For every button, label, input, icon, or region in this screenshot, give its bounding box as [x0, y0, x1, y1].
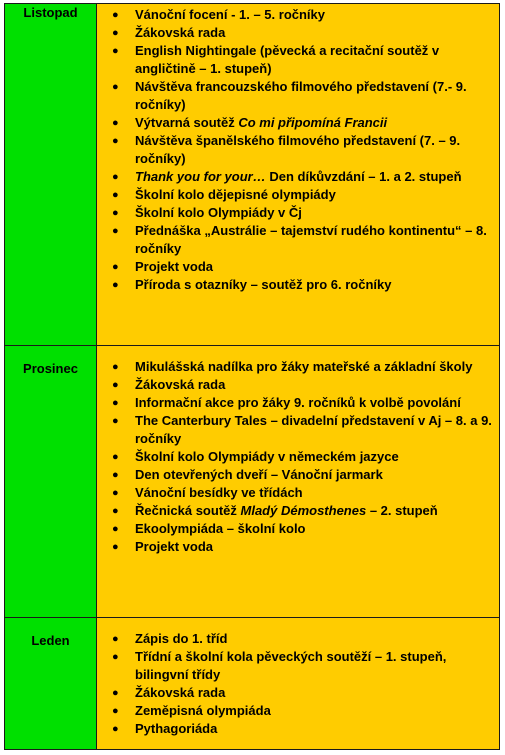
- event-item: [97, 358, 493, 376]
- month-label: Leden: [31, 633, 70, 648]
- event-text: Vánoční besídky ve třídách: [135, 485, 303, 500]
- bullet-icon: ●: [112, 451, 119, 463]
- event-item: [97, 394, 493, 412]
- bullet-icon: ●: [112, 225, 119, 237]
- bullet-icon: ●: [112, 361, 119, 373]
- event-list: [97, 630, 499, 738]
- bullet-icon: ●: [112, 469, 119, 481]
- event-item: [97, 720, 493, 738]
- bullet-icon: ●: [112, 487, 119, 499]
- event-text-italic: Mladý Démosthenes: [240, 503, 367, 518]
- event-text: Návštěva španělského filmového představení (7. – 9. ročníky): [135, 133, 461, 166]
- event-item: [97, 412, 493, 448]
- bullet-icon: ●: [112, 651, 119, 663]
- bullet-icon: ●: [112, 415, 119, 427]
- bullet-icon: ●: [112, 261, 119, 273]
- month-cell: [5, 346, 97, 618]
- event-text: Pythagoriáda: [135, 721, 218, 736]
- event-item: [97, 538, 493, 556]
- bullet-icon: ●: [112, 397, 119, 409]
- event-item: [97, 484, 493, 502]
- event-item: [97, 24, 493, 42]
- bullet-icon: ●: [112, 379, 119, 391]
- event-text: Výtvarná soutěž: [135, 115, 239, 130]
- event-item: [97, 702, 493, 720]
- month-label: Prosinec: [23, 361, 78, 376]
- event-item: [97, 648, 493, 684]
- event-item: [97, 258, 493, 276]
- bullet-icon: ●: [112, 279, 119, 291]
- event-item: [97, 520, 493, 538]
- bullet-icon: ●: [112, 135, 119, 147]
- event-text: – 2. stupeň: [366, 503, 438, 518]
- event-text: Školní kolo Olympiády v Čj: [135, 205, 302, 220]
- event-item: [97, 132, 493, 168]
- schedule-table-body: [5, 4, 500, 750]
- event-text: The Canterbury Tales – divadelní představení v Aj – 8. a 9. ročníky: [135, 413, 492, 446]
- month-cell: [5, 618, 97, 750]
- bullet-icon: ●: [112, 541, 119, 553]
- event-text: Zeměpisná olympiáda: [135, 703, 271, 718]
- events-cell: [97, 4, 500, 346]
- month-label: Listopad: [23, 5, 78, 20]
- bullet-icon: ●: [112, 117, 119, 129]
- bullet-icon: ●: [112, 705, 119, 717]
- event-item: [97, 466, 493, 484]
- bullet-icon: ●: [112, 207, 119, 219]
- event-item: [97, 204, 493, 222]
- month-row: [5, 346, 500, 618]
- bullet-icon: ●: [112, 687, 119, 699]
- event-text: Zápis do 1. tříd: [135, 631, 228, 646]
- event-text: Projekt voda: [135, 539, 214, 554]
- event-text: Žákovská rada: [135, 25, 226, 40]
- bullet-icon: ●: [112, 723, 119, 735]
- event-item: [97, 78, 493, 114]
- event-text: Školní kolo dějepisné olympiády: [135, 187, 336, 202]
- event-text: Projekt voda: [135, 259, 214, 274]
- event-text: Návštěva francouzského filmového představení (7.- 9. ročníky): [135, 79, 467, 112]
- bullet-icon: ●: [112, 505, 119, 517]
- month-row: [5, 4, 500, 346]
- bullet-icon: ●: [112, 81, 119, 93]
- schedule-table: [4, 3, 500, 750]
- event-item: [97, 448, 493, 466]
- event-text: Příroda s otazníky – soutěž pro 6. ročníky: [135, 277, 392, 292]
- event-item: [97, 168, 493, 186]
- event-item: [97, 376, 493, 394]
- event-text: Přednáška „Austrálie – tajemství rudého kontinentu“ – 8. ročníky: [135, 223, 487, 256]
- event-text-italic: Thank you for your…: [135, 169, 266, 184]
- event-item: [97, 630, 493, 648]
- bullet-icon: ●: [112, 171, 119, 183]
- event-text: English Nightingale (pěvecká a recitační soutěž v angličtině – 1. stupeň): [135, 43, 440, 76]
- bullet-icon: ●: [112, 27, 119, 39]
- event-item: [97, 502, 493, 520]
- event-item: [97, 222, 493, 258]
- event-item: [97, 276, 493, 294]
- month-cell: [5, 4, 97, 346]
- event-text: Mikulášská nadílka pro žáky mateřské a základní školy: [135, 359, 473, 374]
- events-cell: [97, 346, 500, 618]
- event-text: Ekoolympiáda – školní kolo: [135, 521, 306, 536]
- bullet-icon: ●: [112, 9, 119, 21]
- event-text: Informační akce pro žáky 9. ročníků k volbě povolání: [135, 395, 461, 410]
- event-text: Žákovská rada: [135, 685, 226, 700]
- event-text: Den otevřených dveří – Vánoční jarmark: [135, 467, 383, 482]
- event-list: [97, 6, 499, 294]
- event-text: Den díkůvzdání – 1. a 2. stupeň: [265, 169, 462, 184]
- event-text-italic: Co mi připomíná Francii: [238, 115, 388, 130]
- bullet-icon: ●: [112, 45, 119, 57]
- bullet-icon: ●: [112, 523, 119, 535]
- event-item: [97, 6, 493, 24]
- event-text: Řečnická soutěž: [135, 503, 241, 518]
- event-item: [97, 42, 493, 78]
- bullet-icon: ●: [112, 189, 119, 201]
- event-text: Třídní a školní kola pěveckých soutěží – 1. stupeň, bilingvní třídy: [135, 649, 447, 682]
- event-item: [97, 684, 493, 702]
- events-cell: [97, 618, 500, 750]
- event-item: [97, 114, 493, 132]
- month-row: [5, 618, 500, 750]
- event-list: [97, 358, 499, 556]
- event-text: Školní kolo Olympiády v německém jazyce: [135, 449, 399, 464]
- event-text: Žákovská rada: [135, 377, 226, 392]
- event-text: Vánoční focení - 1. – 5. ročníky: [135, 7, 326, 22]
- event-item: [97, 186, 493, 204]
- bullet-icon: ●: [112, 633, 119, 645]
